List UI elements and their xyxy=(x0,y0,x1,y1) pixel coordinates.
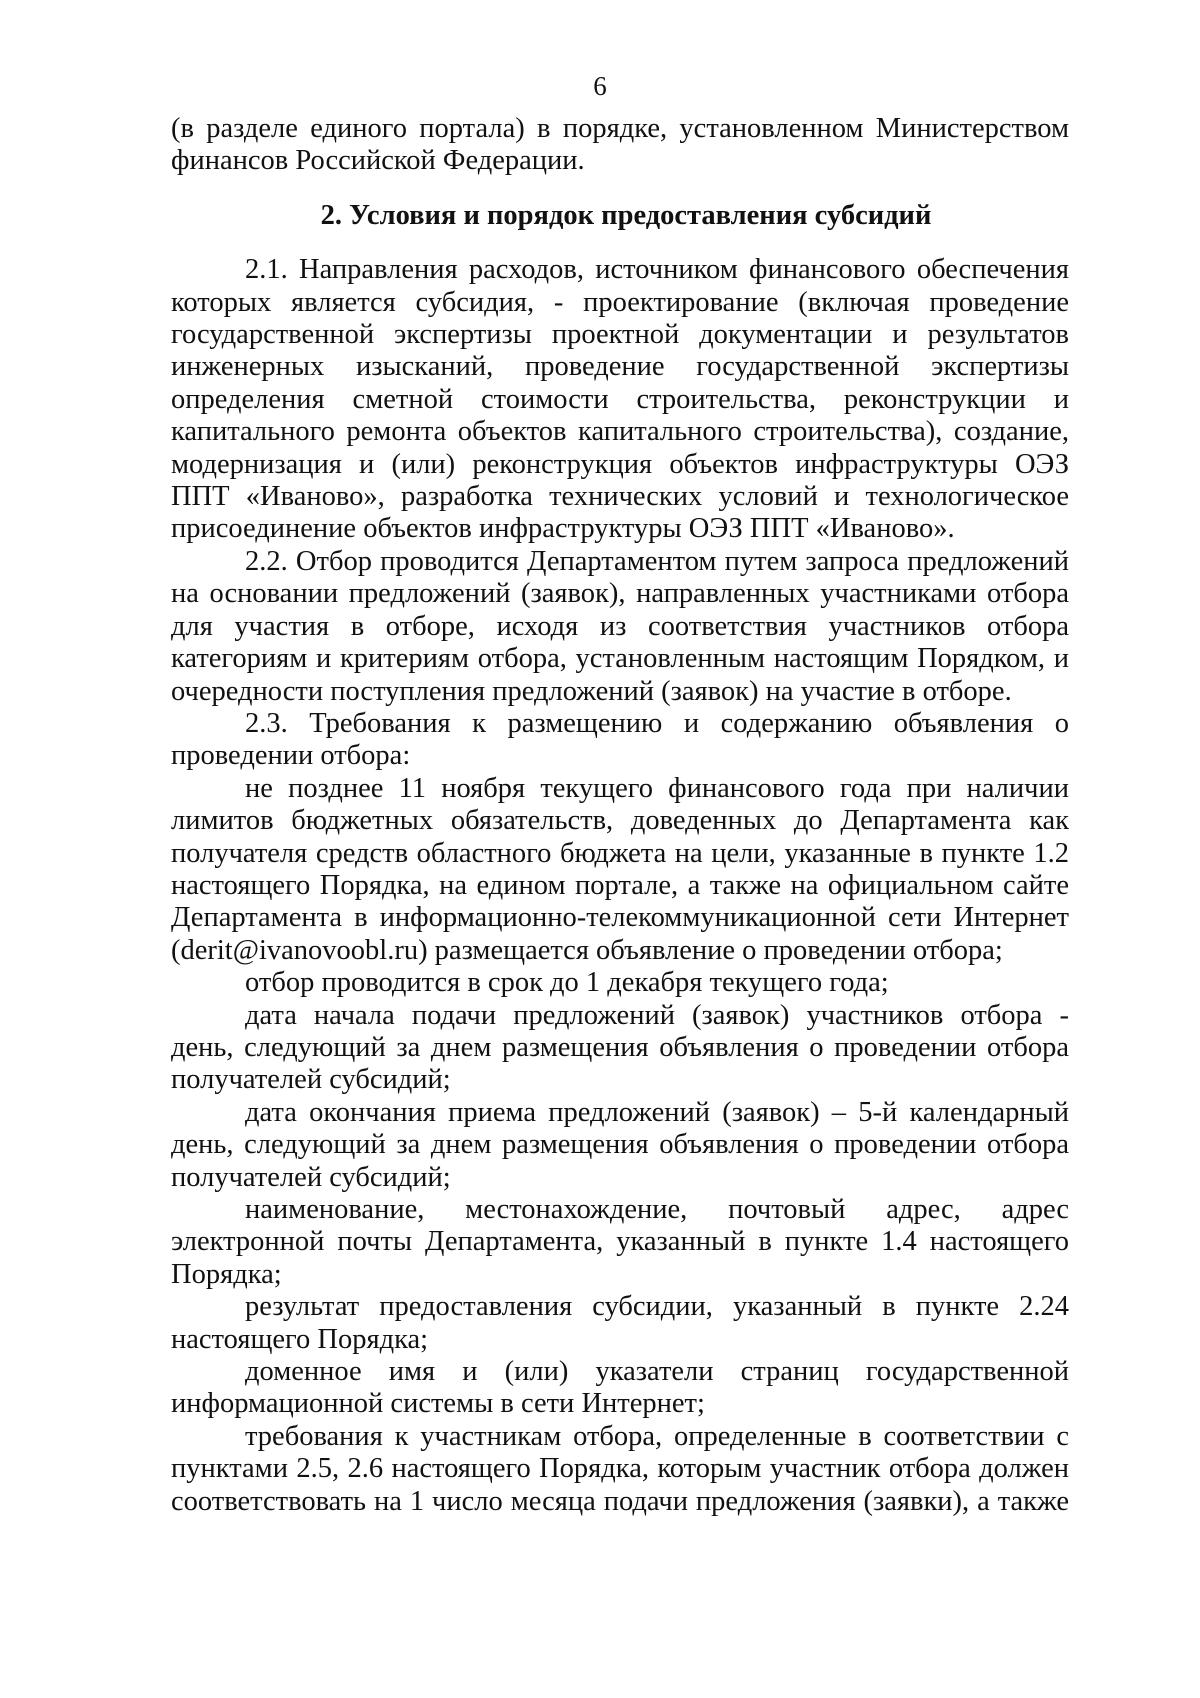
list-item-selection-period: отбор проводится в срок до 1 декабря текущего года; xyxy=(245,967,889,999)
page-number: 6 xyxy=(593,71,607,101)
list-item-start-date: дата начала подачи предложений (заявок) участников отбора - день, следующий за днем размещения объявления о проведении отбора получателей субсидий; xyxy=(171,999,1069,1096)
document-body xyxy=(171,113,1069,1518)
list-item-participant-requirements: требования к участникам отбора, определенные в соответствии с пунктами 2.5, 2.6 настоящего Порядка, которым участник отбора должен соответствовать на 1 число месяца подачи предложения (заявки), а также xyxy=(171,1420,1069,1517)
list-item-subsidy-result: результат предоставления субсидии, указанный в пункте 2.24 настоящего Порядка; xyxy=(171,1291,1069,1355)
paragraph-continuation: (в разделе единого портала) в порядке, установленном Министерством финансов Российской Федерации. xyxy=(171,113,1069,177)
paragraph-2-2: 2.2. Отбор проводится Департаментом путем запроса предложений на основании предложений (заявок), направленных участниками отбора для участия в отборе, исходя из соответствия участников отбора категориям и критериям отбора, установленным настоящим Порядком, и очередности поступления предложений (заявок) на участие в отборе. xyxy=(171,545,1069,707)
section-heading: 2. Условия и порядок предоставления субсидий xyxy=(320,199,932,231)
list-item-end-date: дата окончания приема предложений (заявок) – 5-й календарный день, следующий за днем размещения объявления о проведении отбора получателей субсидий; xyxy=(171,1096,1069,1193)
list-item-announcement-deadline: не позднее 11 ноября текущего финансового года при наличии лимитов бюджетных обязательств, доведенных до Департамента как получателя средств областного бюджета на цели, указанные в пункте 1.2 настоящего Порядка, на едином портале, а также на официальном сайте Департамента в информационно-телекоммуникационной сети Интернет (derit@ivanovoobl.ru) размещается объявление о проведении отбора; xyxy=(171,772,1069,966)
list-item-department-contacts: наименование, местонахождение, почтовый адрес, адрес электронной почты Департамента, указанный в пункте 1.4 настоящего Порядка; xyxy=(171,1194,1069,1290)
list-item-domain-name: доменное имя и (или) указатели страниц государственной информационной системы в сети Интернет; xyxy=(171,1356,1069,1420)
paragraph-2-1: 2.1. Направления расходов, источником финансового обеспечения которых является субсидия, - проектирование (включая проведение государственной экспертизы проектной документации и результатов инженерных изысканий, проведение государственной экспертизы определения сметной стоимости строительства, реконструкции и капитального ремонта объектов капитального строительства), создание, модернизация и (или) реконструкция объектов инфраструктуры ОЭЗ ППТ «Иваново», разработка технических условий и технологическое присоединение объектов инфраструктуры ОЭЗ ППТ «Иваново». xyxy=(171,254,1069,545)
paragraph-2-3: 2.3. Требования к размещению и содержанию объявления о проведении отбора: xyxy=(171,707,1069,772)
